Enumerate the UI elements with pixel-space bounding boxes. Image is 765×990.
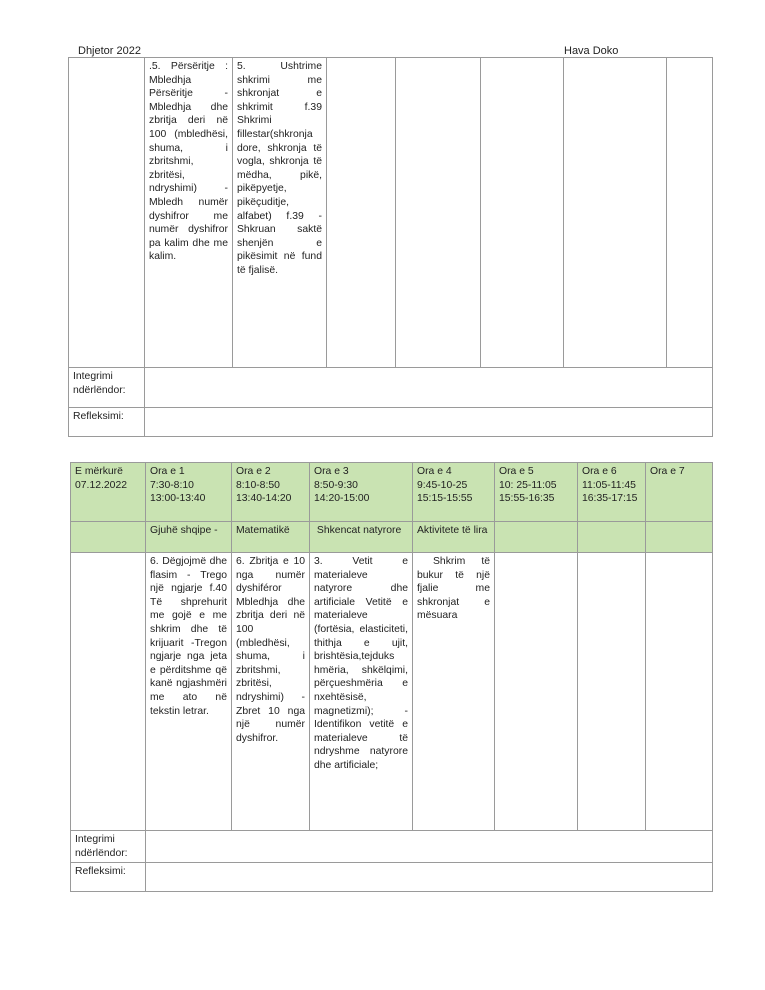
- refleksimi-value: [146, 863, 713, 892]
- period-cell: [646, 463, 713, 522]
- day-date: 07.12.2022: [75, 479, 128, 491]
- table-cell: [69, 58, 145, 368]
- period-cell: [495, 463, 578, 522]
- content-cell: [646, 553, 713, 831]
- subject-cell: [495, 522, 578, 553]
- content-cell: [495, 553, 578, 831]
- header-teacher: Hava Doko: [564, 45, 619, 57]
- period-time: 15:15-15:55: [417, 493, 473, 505]
- table-cell: [481, 58, 564, 368]
- period-time: 10: 25-11:05: [499, 479, 557, 491]
- period-cell: [310, 463, 413, 522]
- content-cell: Shkrim të bukur të një fjalie me shkronjat e mësuara: [413, 553, 495, 831]
- period-label: Ora e 5: [499, 466, 534, 477]
- content-cell: [71, 553, 146, 831]
- table-row-subjects: [71, 522, 713, 553]
- period-label: Ora e 3: [314, 466, 349, 477]
- period-time: 8:50-9:30: [314, 479, 358, 491]
- table-row-refleksimi: [71, 863, 713, 892]
- period-time: 13:40-14:20: [236, 493, 292, 505]
- period-time: 14:20-15:00: [314, 493, 370, 505]
- lesson-plan-table-wednesday: [70, 462, 713, 892]
- integrimi-label: Integrimi ndërlëndor:: [71, 831, 146, 863]
- subject-cell: [646, 522, 713, 553]
- table-cell: .5. Përsëritje : Mbledhja Përsëritje - Mbledhja dhe zbritja deri në 100 (mbledhësi, shuma, i zbritshmi, zbritësi, ndryshimi) -Mbledh numër dyshifror me numër dyshifror pa kalim dhe me kalim.: [145, 58, 233, 368]
- table-row-integrimi: [71, 831, 713, 863]
- day-name: E mërkurë: [75, 466, 123, 477]
- period-time: 16:35-17:15: [582, 493, 638, 505]
- table-cell: [564, 58, 667, 368]
- period-time: 13:00-13:40: [150, 493, 206, 505]
- period-label: Ora e 2: [236, 466, 271, 477]
- subject-cell: Gjuhë shqipe -: [146, 522, 232, 553]
- period-time: 15:55-16:35: [499, 493, 555, 505]
- content-cell: 6. Zbritja e 10 nga numër dyshiféror Mbledhja dhe zbritja deri në 100 (mbledhësi, shuma, i zbritshmi, zbritësi, ndryshimi) -Zbret 10 nga një numër dyshifror.: [232, 553, 310, 831]
- content-cell: 3. Vetit e materialeve natyrore dhe artificiale Vetitë e materialeve (fortësia, elasticiteti, thithja e ujit, brishtësia,tejduks hmëria, shkëlqimi, përçueshmëria e nxehtësisë, magnetizmi); -Identifikon vetitë e materialeve të ndryshme natyrore dhe artificiale;: [310, 553, 413, 831]
- refleksimi-value: [145, 408, 713, 437]
- integrimi-value: [145, 368, 713, 408]
- subject-cell: Matematikë: [232, 522, 310, 553]
- period-cell: [232, 463, 310, 522]
- period-label: Ora e 6: [582, 466, 617, 477]
- table-row-integrimi: [69, 368, 713, 408]
- lesson-plan-table-previous: [68, 57, 713, 437]
- table-cell: [667, 58, 713, 368]
- subject-cell: Aktivitete të lira: [413, 522, 495, 553]
- period-cell: [578, 463, 646, 522]
- integrimi-label: Integrimi ndërlëndor:: [69, 368, 145, 408]
- period-cell: [413, 463, 495, 522]
- table-cell: [396, 58, 481, 368]
- day-cell: [71, 463, 146, 522]
- integrimi-value: [146, 831, 713, 863]
- table-row-content: [71, 553, 713, 831]
- refleksimi-label: Refleksimi:: [69, 408, 145, 437]
- period-cell: [146, 463, 232, 522]
- subject-cell: Shkencat natyrore: [310, 522, 413, 553]
- period-label: Ora e 7: [650, 466, 685, 477]
- period-time: 11:05-11:45: [582, 479, 636, 491]
- subject-cell: [578, 522, 646, 553]
- refleksimi-label: Refleksimi:: [71, 863, 146, 892]
- period-time: 8:10-8:50: [236, 479, 280, 491]
- period-time: 9:45-10-25: [417, 479, 468, 491]
- subject-cell: [71, 522, 146, 553]
- period-label: Ora e 1: [150, 466, 185, 477]
- table-cell: 5. Ushtrime shkrimi me shkronjat e shkrimit f.39 Shkrimi fillestar(shkronja dore, shkronja të vogla, shkronja të mëdha, pikë, pikëpyetje, pikëçuditje, alfabet) f.39 -Shkruan saktë shenjën e pikësimit në fund të fjalisë.: [233, 58, 327, 368]
- period-label: Ora e 4: [417, 466, 452, 477]
- table-row-periods: [71, 463, 713, 522]
- content-cell: 6. Dëgjojmë dhe flasim - Trego një ngjarje f.40 Të shprehurit me gojë e me shkrim dhe të krijuarit -Tregon ngjarje nga jeta e përditshme që kanë ngjashmëri me ato në tekstin letrar.: [146, 553, 232, 831]
- table-row-refleksimi: [69, 408, 713, 437]
- header-month: Dhjetor 2022: [78, 45, 141, 57]
- content-cell: [578, 553, 646, 831]
- table-cell: [327, 58, 396, 368]
- table-row-content: [69, 58, 713, 368]
- period-time: 7:30-8:10: [150, 479, 194, 491]
